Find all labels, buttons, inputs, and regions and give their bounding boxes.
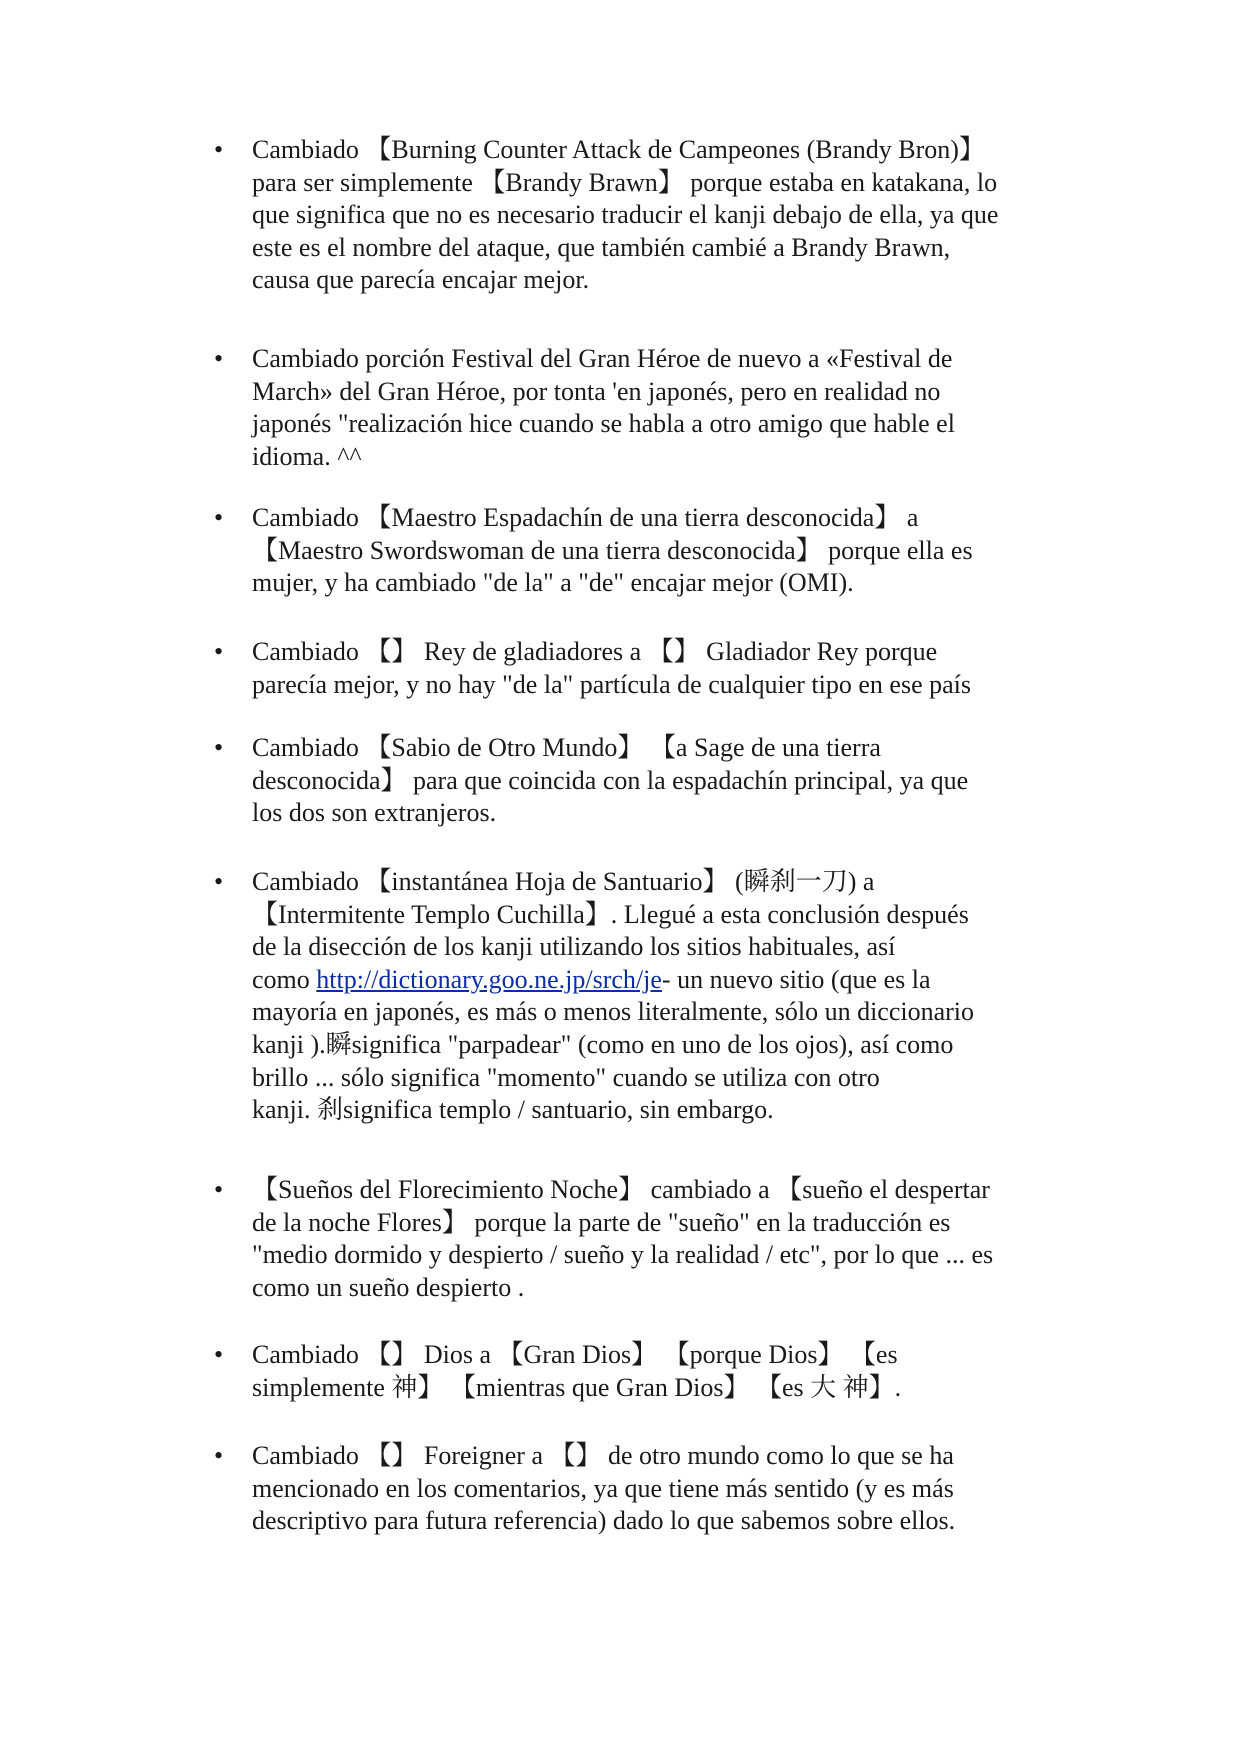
text-line: Cambiado 【】 Dios a 【Gran Dios】 【porque Dios】 【es bbox=[252, 1340, 898, 1369]
text-line: de la disección de los kanji utilizando los sitios habituales, así bbox=[252, 932, 896, 962]
bullet bbox=[214, 1339, 234, 1372]
text-line: como un sueño despierto . bbox=[252, 1272, 525, 1302]
text-line: mujer, y ha cambiado "de la" a "de" encajar mejor (OMI). bbox=[252, 568, 854, 598]
text-line: mayoría en japonés, es más o menos literalmente, sólo un diccionario bbox=[252, 997, 975, 1027]
bullet bbox=[214, 1174, 234, 1207]
list-item bbox=[252, 636, 1072, 701]
text-line: simplemente 神】 【mientras que Gran Dios】 【es 大 神】. bbox=[252, 1372, 902, 1402]
list-item bbox=[252, 866, 1072, 1127]
list-item bbox=[252, 134, 1072, 297]
text-line: Cambiado 【Sabio de Otro Mundo】 【a Sage de una tierra bbox=[252, 733, 881, 762]
text-line: kanji. 刹significa templo / santuario, sin embargo. bbox=[252, 1095, 774, 1125]
bullet bbox=[214, 866, 234, 899]
text-line: japonés "realización hice cuando se habla a otro amigo que hable el bbox=[252, 409, 955, 439]
bullet bbox=[214, 1440, 234, 1473]
text-line: los dos son extranjeros. bbox=[252, 798, 497, 828]
bullet bbox=[214, 732, 234, 765]
text-line: Cambiado 【instantánea Hoja de Santuario】 (瞬刹一刀) a bbox=[252, 867, 875, 896]
text-line: Cambiado 【Maestro Espadachín de una tierra desconocida】 a bbox=[252, 503, 919, 532]
text-line: Cambiado porción Festival del Gran Héroe de nuevo a «Festival de bbox=[252, 344, 953, 373]
text-line: Cambiado 【】 Foreigner a 【】 de otro mundo como lo que se ha bbox=[252, 1441, 954, 1470]
bullet bbox=[214, 343, 234, 376]
list-item bbox=[252, 732, 1072, 830]
text-line: 【Maestro Swordswoman de una tierra desconocida】 porque ella es bbox=[252, 535, 973, 565]
dictionary-link[interactable]: http://dictionary.goo.ne.jp/srch/je bbox=[316, 964, 662, 994]
text-line: "medio dormido y despierto / sueño y la realidad / etc", por lo que ... es bbox=[252, 1240, 994, 1270]
text-line: idioma. ^^ bbox=[252, 441, 362, 471]
text-line: mencionado en los comentarios, ya que tiene más sentido (y es más bbox=[252, 1473, 954, 1503]
text-line: causa que parecía encajar mejor. bbox=[252, 265, 590, 295]
text-line: que significa que no es necesario traducir el kanji debajo de ella, ya que bbox=[252, 200, 999, 230]
text-line: de la noche Flores】 porque la parte de "sueño" en la traducción es bbox=[252, 1207, 951, 1237]
text-line: descriptivo para futura referencia) dado lo que sabemos sobre ellos. bbox=[252, 1506, 956, 1536]
list-item bbox=[252, 1339, 1072, 1404]
list-item bbox=[252, 1440, 1072, 1538]
list-item bbox=[252, 502, 1072, 600]
text-line: Cambiado 【Burning Counter Attack de Campeones (Brandy Bron)】 bbox=[252, 135, 985, 164]
text-line: 【Intermitente Templo Cuchilla】. Llegué a esta conclusión después bbox=[252, 899, 969, 929]
text-line: brillo ... sólo significa "momento" cuando se utiliza con otro bbox=[252, 1062, 880, 1092]
text-line: parecía mejor, y no hay "de la" partícula de cualquier tipo en ese país bbox=[252, 669, 971, 699]
bullet bbox=[214, 134, 234, 167]
text-line: kanji ).瞬significa "parpadear" (como en uno de los ojos), así como bbox=[252, 1029, 954, 1059]
link-prefix-text: como bbox=[252, 964, 317, 994]
text-line: Cambiado 【】 Rey de gladiadores a 【】 Gladiador Rey porque bbox=[252, 637, 938, 666]
text-line: March» del Gran Héroe, por tonta 'en japonés, pero en realidad no bbox=[252, 376, 941, 406]
link-suffix-text: - un nuevo sitio (que es la bbox=[661, 964, 931, 994]
text-line: este es el nombre del ataque, que también cambié a Brandy Brawn, bbox=[252, 232, 951, 262]
text-line: 【Sueños del Florecimiento Noche】 cambiado a 【sueño el despertar bbox=[252, 1175, 990, 1204]
text-line: para ser simplemente 【Brandy Brawn】 porque estaba en katakana, lo bbox=[252, 167, 998, 197]
bullet bbox=[214, 636, 234, 669]
list-item bbox=[252, 1174, 1072, 1304]
text-line-with-link bbox=[252, 964, 1072, 997]
bullet bbox=[214, 502, 234, 535]
text-line: desconocida】 para que coincida con la espadachín principal, ya que bbox=[252, 765, 969, 795]
list-item bbox=[252, 343, 1072, 473]
